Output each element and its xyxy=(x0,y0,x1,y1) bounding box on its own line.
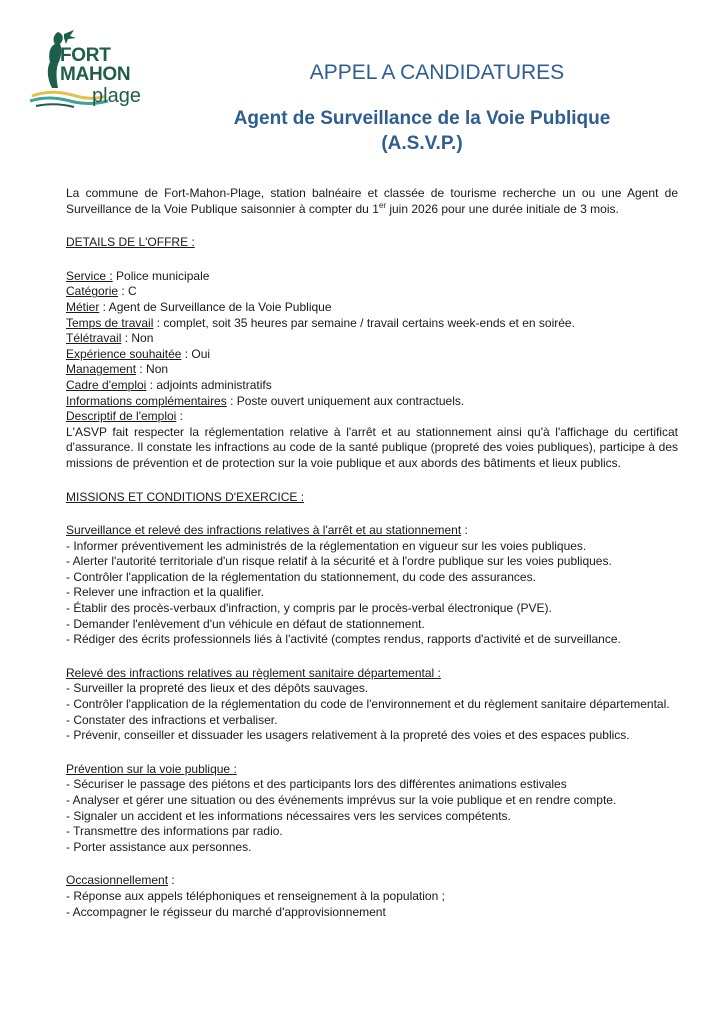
mission-item: - Réponse aux appels téléphoniques et renseignement à la population ; xyxy=(66,888,445,903)
mission-item: - Alerter l'autorité territoriale d'un risque relatif à la sécurité et à l'ordre publique sur les voies publiques. xyxy=(66,554,612,569)
detail-row xyxy=(66,284,678,300)
mission-item: - Constater des infractions et verbaliser. xyxy=(66,712,278,727)
detail-value: : C xyxy=(118,284,137,299)
details-list xyxy=(66,269,678,425)
intro-text-end: juin 2026 pour une durée initiale de 3 mois. xyxy=(386,201,619,216)
mission-group xyxy=(66,873,678,920)
mission-group-title-suffix: : xyxy=(461,523,468,538)
detail-value: : adjoints administratifs xyxy=(146,377,272,392)
detail-row xyxy=(66,269,678,285)
detail-value: : complet, soit 35 heures par semaine / travail certains week-ends et en soirée. xyxy=(153,315,575,330)
mission-group-title-text: Surveillance et relevé des infractions relatives à l'arrêt et au stationnement xyxy=(66,523,462,538)
intro-text-start: La commune de Fort-Mahon-Plage, station balnéaire et classée de tourisme recherche un ou une Agent de Surveillance de la Voie Publique saisonnier à compter du 1 xyxy=(66,186,678,216)
mission-item: - Relever une infraction et la qualifier. xyxy=(66,585,265,600)
fort-mahon-plage-logo xyxy=(28,26,158,112)
detail-row xyxy=(66,300,678,316)
detail-label: Cadre d'emploi xyxy=(66,377,147,392)
mission-group-title-suffix: : xyxy=(168,873,175,888)
intro-superscript: er xyxy=(378,200,386,210)
mission-group-title xyxy=(66,666,678,682)
page-subtitle xyxy=(120,106,724,156)
detail-label: Management xyxy=(66,362,137,377)
detail-row xyxy=(66,347,678,363)
detail-label: Télétravail xyxy=(66,331,122,346)
logo-word-fort: FORT xyxy=(60,45,111,66)
detail-label: Informations complémentaires xyxy=(66,393,227,408)
detail-label: Métier xyxy=(66,299,100,314)
logo-word-mahon: MAHON xyxy=(60,64,131,85)
logo-word-plage: plage xyxy=(92,85,141,107)
mission-item: - Contrôler l'application de la réglementation du stationnement, du code des assurances. xyxy=(66,569,536,584)
detail-label: Descriptif de l'emploi xyxy=(66,409,177,424)
mission-item: - Signaler un accident et les informations nécessaires vers les services compétents. xyxy=(66,808,511,823)
mission-group xyxy=(66,666,678,744)
mission-group-title xyxy=(66,873,678,889)
mission-group-title xyxy=(66,523,678,539)
detail-value: : xyxy=(176,409,184,424)
mission-groups xyxy=(66,523,678,920)
detail-value: : Oui xyxy=(181,346,211,361)
detail-value: : Non xyxy=(136,362,169,377)
detail-row xyxy=(66,331,678,347)
mission-item: - Demander l'enlèvement d'un véhicule en défaut de stationnement. xyxy=(66,616,425,631)
mission-group-title xyxy=(66,762,678,778)
detail-row xyxy=(66,409,678,425)
mission-item: - Accompagner le régisseur du marché d'approvisionnement xyxy=(66,904,386,919)
mission-group-title-text: Occasionnellement xyxy=(66,873,169,888)
mission-item: - Sécuriser le passage des piétons et des participants lors des différentes animations estivales xyxy=(66,777,567,792)
detail-value: Police municipale xyxy=(112,268,210,283)
mission-item: - Prévenir, conseiller et dissuader les usagers relativement à la propreté des voies et des espaces publics. xyxy=(66,728,630,743)
details-heading: DETAILS DE L'OFFRE : xyxy=(66,235,195,250)
job-description: L'ASVP fait respecter la réglementation relative à l'arrêt et au stationnement ainsi qu'à l'affichage du certificat d'assurance. Il constate les infractions au code de la santé publique (propreté des voies publiques), participe à des missions de prévention et de protection sur la voie publique et aux abords des bâtiments et lieux publics. xyxy=(66,424,678,470)
mission-item: - Rédiger des écrits professionnels liés à l'activité (comptes rendus, rapports d'activité et de surveillance. xyxy=(66,632,621,647)
mission-item: - Porter assistance aux personnes. xyxy=(66,839,252,854)
detail-value: : Agent de Surveillance de la Voie Publique xyxy=(99,299,332,314)
detail-row xyxy=(66,316,678,332)
detail-label: Catégorie xyxy=(66,284,119,299)
detail-label: Temps de travail xyxy=(66,315,154,330)
mission-item: - Informer préventivement les administrés de la réglementation en vigueur sur les voies publiques. xyxy=(66,538,587,553)
mission-item: - Analyser et gérer une situation ou des événements imprévus sur la voie publique et en rendre compte. xyxy=(66,793,617,807)
mission-group xyxy=(66,523,678,648)
mission-item: - Transmettre des informations par radio. xyxy=(66,824,283,839)
detail-value: : Non xyxy=(121,331,154,346)
missions-heading: MISSIONS ET CONDITIONS D'EXERCICE : xyxy=(66,489,305,504)
page-title: APPEL A CANDIDATURES xyxy=(309,61,565,84)
mission-item: - Établir des procès-verbaux d'infraction, y compris par le procès-verbal électronique (PVE). xyxy=(66,601,552,616)
mission-item: - Surveiller la propreté des lieux et des dépôts sauvages. xyxy=(66,681,369,696)
intro-paragraph xyxy=(66,186,678,217)
detail-row xyxy=(66,378,678,394)
detail-row xyxy=(66,394,678,410)
detail-row xyxy=(66,362,678,378)
detail-value: : Poste ouvert uniquement aux contractuels. xyxy=(226,393,465,408)
mission-group-title-text: Relevé des infractions relatives au règlement sanitaire départemental : xyxy=(66,665,441,680)
subtitle-line-2: (A.S.V.P.) xyxy=(381,133,463,154)
document-body xyxy=(66,186,678,920)
mission-group xyxy=(66,762,678,856)
detail-label: Service : xyxy=(66,268,113,283)
mission-group-title-text: Prévention sur la voie publique : xyxy=(66,761,237,776)
subtitle-line-1: Agent de Surveillance de la Voie Publique xyxy=(233,108,611,129)
mission-item: - Contrôler l'application de la réglementation du code de l'environnement et du règlement sanitaire départemental. xyxy=(66,697,670,712)
detail-label: Expérience souhaitée xyxy=(66,346,182,361)
